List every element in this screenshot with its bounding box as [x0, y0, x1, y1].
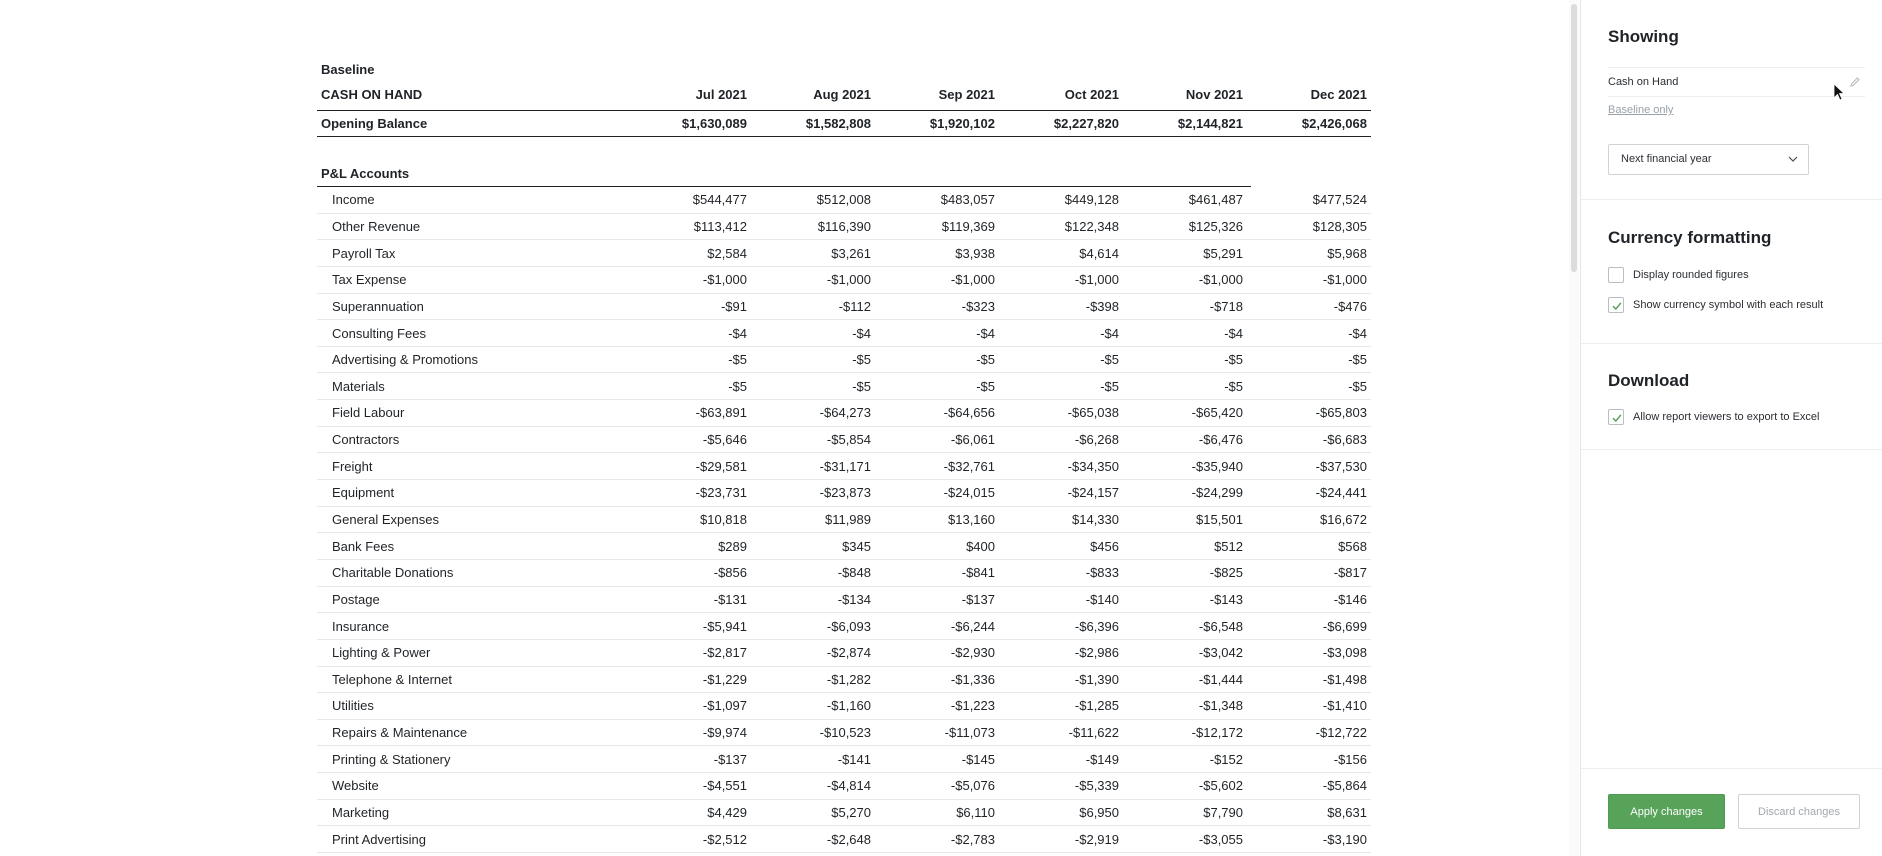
account-label: Freight [317, 453, 627, 480]
account-value: $3,938 [875, 240, 999, 267]
month-header: Dec 2021 [1247, 80, 1371, 110]
account-value: -$1,390 [999, 666, 1123, 693]
account-label: Charitable Donations [317, 559, 627, 586]
account-value: -$5 [751, 373, 875, 400]
account-value: -$3,055 [1123, 826, 1247, 853]
account-value: -$4 [1247, 320, 1371, 347]
account-value: -$11,622 [999, 719, 1123, 746]
account-value: -$323 [875, 293, 999, 320]
table-row [317, 293, 1371, 320]
account-value: -$149 [999, 746, 1123, 773]
account-value: $125,326 [1123, 213, 1247, 240]
account-value: -$1,000 [1123, 266, 1247, 293]
table-row [317, 187, 1371, 214]
baseline-only-link[interactable]: Baseline only [1608, 104, 1674, 116]
account-value: $13,160 [875, 506, 999, 533]
account-label: Other Revenue [317, 213, 627, 240]
account-value: $568 [1247, 533, 1371, 560]
account-value: -$4,814 [751, 773, 875, 800]
month-header: Jul 2021 [627, 80, 751, 110]
account-value: $483,057 [875, 187, 999, 214]
account-value: -$1,223 [875, 693, 999, 720]
account-value: -$5 [1123, 346, 1247, 373]
account-value: $461,487 [1123, 187, 1247, 214]
account-value: -$2,930 [875, 639, 999, 666]
table-row [317, 799, 1371, 826]
table-row [317, 320, 1371, 347]
opening-balance-value: $1,920,102 [875, 110, 999, 136]
account-value: -$24,015 [875, 480, 999, 507]
account-value: -$143 [1123, 586, 1247, 613]
account-value: -$1,229 [627, 666, 751, 693]
account-value: -$11,073 [875, 719, 999, 746]
account-label: General Expenses [317, 506, 627, 533]
account-value: -$65,038 [999, 400, 1123, 427]
account-label: Telephone & Internet [317, 666, 627, 693]
account-value: -$1,285 [999, 693, 1123, 720]
account-value: -$2,783 [875, 826, 999, 853]
opening-balance-value: $2,227,820 [999, 110, 1123, 136]
account-value: $4,614 [999, 240, 1123, 267]
account-label: Repairs & Maintenance [317, 719, 627, 746]
table-row [317, 266, 1371, 293]
account-value: -$23,731 [627, 480, 751, 507]
section-label: Baseline [321, 62, 375, 77]
account-value: -$12,172 [1123, 719, 1247, 746]
account-value: $116,390 [751, 213, 875, 240]
account-value: -$23,873 [751, 480, 875, 507]
showing-field[interactable] [1608, 67, 1865, 97]
account-value: -$5 [627, 373, 751, 400]
account-value: -$6,396 [999, 613, 1123, 640]
account-value: -$1,000 [751, 266, 875, 293]
account-value: $3,261 [751, 240, 875, 267]
account-label: Advertising & Promotions [317, 346, 627, 373]
account-value: -$4 [751, 320, 875, 347]
account-value: $512,008 [751, 187, 875, 214]
table-row [317, 213, 1371, 240]
account-label: Bank Fees [317, 533, 627, 560]
month-header: Oct 2021 [999, 80, 1123, 110]
account-value: -$6,268 [999, 426, 1123, 453]
account-value: $5,291 [1123, 240, 1247, 267]
account-value: -$3,190 [1247, 826, 1371, 853]
account-value: $128,305 [1247, 213, 1371, 240]
account-value: -$4 [999, 320, 1123, 347]
account-label: Printing & Stationery [317, 746, 627, 773]
account-value: $10,818 [627, 506, 751, 533]
account-value: -$12,722 [1247, 719, 1371, 746]
table-row [317, 480, 1371, 507]
account-value: $544,477 [627, 187, 751, 214]
account-value: -$1,000 [627, 266, 751, 293]
table-row [317, 639, 1371, 666]
account-value: -$2,648 [751, 826, 875, 853]
account-value: $449,128 [999, 187, 1123, 214]
table-row [317, 533, 1371, 560]
account-value: -$1,000 [875, 266, 999, 293]
account-value: -$1,336 [875, 666, 999, 693]
table-row [317, 826, 1371, 853]
opening-balance-label: Opening Balance [317, 110, 627, 136]
account-value: -$137 [875, 586, 999, 613]
account-value: -$65,420 [1123, 400, 1247, 427]
account-value: -$3,098 [1247, 639, 1371, 666]
account-value: $477,524 [1247, 187, 1371, 214]
account-value: -$29,581 [627, 453, 751, 480]
account-value: -$112 [751, 293, 875, 320]
account-value: $456 [999, 533, 1123, 560]
account-value: -$137 [627, 746, 751, 773]
apply-changes-button[interactable]: Apply changes [1608, 794, 1725, 829]
account-value: -$1,410 [1247, 693, 1371, 720]
chevron-down-icon [1788, 155, 1798, 163]
account-value: -$5 [1123, 373, 1247, 400]
opening-balance-value: $1,630,089 [627, 110, 751, 136]
account-value: -$32,761 [875, 453, 999, 480]
account-value: -$6,548 [1123, 613, 1247, 640]
account-value: -$63,891 [627, 400, 751, 427]
account-value: -$1,097 [627, 693, 751, 720]
account-value: -$6,683 [1247, 426, 1371, 453]
account-value: $2,584 [627, 240, 751, 267]
account-value: -$64,273 [751, 400, 875, 427]
account-value: -$141 [751, 746, 875, 773]
account-value: -$817 [1247, 559, 1371, 586]
table-row [317, 373, 1371, 400]
account-label: Field Labour [317, 400, 627, 427]
account-value: -$9,974 [627, 719, 751, 746]
table-row [317, 693, 1371, 720]
account-value: $122,348 [999, 213, 1123, 240]
account-value: -$5,076 [875, 773, 999, 800]
account-value: -$5 [875, 346, 999, 373]
pencil-icon[interactable] [1849, 76, 1861, 88]
table-row [317, 400, 1371, 427]
opening-balance-value: $2,144,821 [1123, 110, 1247, 136]
account-value: -$841 [875, 559, 999, 586]
account-value: -$5 [875, 373, 999, 400]
account-value: -$476 [1247, 293, 1371, 320]
download-heading: Download [1608, 371, 1690, 390]
account-value: $400 [875, 533, 999, 560]
account-value: -$24,299 [1123, 480, 1247, 507]
header-label: CASH ON HAND [317, 80, 627, 110]
account-value: -$856 [627, 559, 751, 586]
account-value: -$10,523 [751, 719, 875, 746]
account-label: Income [317, 187, 627, 214]
download-section [1581, 344, 1882, 450]
account-value: -$5,854 [751, 426, 875, 453]
period-dropdown[interactable] [1608, 144, 1809, 175]
account-value: $8,631 [1247, 799, 1371, 826]
account-value: -$2,512 [627, 826, 751, 853]
table-row [317, 773, 1371, 800]
account-value: -$1,348 [1123, 693, 1247, 720]
opening-balance-row [317, 110, 1371, 136]
account-value: -$1,498 [1247, 666, 1371, 693]
account-label: Consulting Fees [317, 320, 627, 347]
account-value: -$156 [1247, 746, 1371, 773]
currency-symbol-label: Show currency symbol with each result [1633, 299, 1824, 311]
table-row [317, 240, 1371, 267]
header-row [317, 80, 1371, 110]
account-value: -$833 [999, 559, 1123, 586]
account-value: -$146 [1247, 586, 1371, 613]
table-row [317, 746, 1371, 773]
account-value: -$5 [999, 346, 1123, 373]
discard-changes-button[interactable]: Discard changes [1738, 794, 1860, 829]
account-value: -$134 [751, 586, 875, 613]
account-value: -$140 [999, 586, 1123, 613]
account-value: $7,790 [1123, 799, 1247, 826]
table-row [317, 453, 1371, 480]
account-value: -$4 [875, 320, 999, 347]
account-value: -$145 [875, 746, 999, 773]
cash-table [317, 80, 1371, 137]
account-label: Lighting & Power [317, 639, 627, 666]
account-value: -$64,656 [875, 400, 999, 427]
account-value: -$65,803 [1247, 400, 1371, 427]
settings-panel [1580, 0, 1882, 856]
account-value: -$2,874 [751, 639, 875, 666]
account-value: -$24,157 [999, 480, 1123, 507]
period-dropdown-value: Next financial year [1621, 153, 1712, 165]
account-label: Marketing [317, 799, 627, 826]
vertical-scrollbar[interactable] [1569, 0, 1579, 856]
rounded-figures-option[interactable] [1608, 267, 1749, 283]
account-value: -$4,551 [627, 773, 751, 800]
account-value: $11,989 [751, 506, 875, 533]
mouse-cursor-icon [1833, 83, 1845, 101]
account-value: -$5 [751, 346, 875, 373]
account-value: -$34,350 [999, 453, 1123, 480]
currency-symbol-checkbox[interactable] [1608, 297, 1624, 313]
account-value: -$6,061 [875, 426, 999, 453]
account-value: -$6,699 [1247, 613, 1371, 640]
account-value: $15,501 [1123, 506, 1247, 533]
account-value: -$1,000 [999, 266, 1123, 293]
account-label: Tax Expense [317, 266, 627, 293]
account-label: Superannuation [317, 293, 627, 320]
account-value: -$24,441 [1247, 480, 1371, 507]
account-value: -$1,160 [751, 693, 875, 720]
currency-heading: Currency formatting [1608, 228, 1772, 247]
table-row [317, 346, 1371, 373]
opening-balance-value: $2,426,068 [1247, 110, 1371, 136]
account-value: -$6,476 [1123, 426, 1247, 453]
account-value: $345 [751, 533, 875, 560]
pl-accounts-table [317, 187, 1371, 854]
account-value: -$91 [627, 293, 751, 320]
table-row [317, 719, 1371, 746]
account-label: Contractors [317, 426, 627, 453]
opening-balance-value: $1,582,808 [751, 110, 875, 136]
account-value: $5,968 [1247, 240, 1371, 267]
account-value: $4,429 [627, 799, 751, 826]
account-value: -$152 [1123, 746, 1247, 773]
rounded-figures-checkbox[interactable] [1608, 267, 1624, 283]
export-excel-label: Allow report viewers to export to Excel [1633, 411, 1820, 423]
account-label: Utilities [317, 693, 627, 720]
table-row [317, 426, 1371, 453]
account-value: -$398 [999, 293, 1123, 320]
account-value: -$5,864 [1247, 773, 1371, 800]
account-value: -$5,602 [1123, 773, 1247, 800]
account-value: -$2,817 [627, 639, 751, 666]
account-value: -$5 [1247, 373, 1371, 400]
account-value: -$2,919 [999, 826, 1123, 853]
account-value: $512 [1123, 533, 1247, 560]
month-header: Aug 2021 [751, 80, 875, 110]
account-value: -$31,171 [751, 453, 875, 480]
table-row [317, 586, 1371, 613]
scrollbar-thumb[interactable] [1571, 4, 1577, 272]
currency-section [1581, 200, 1882, 344]
currency-symbol-option[interactable] [1608, 297, 1823, 313]
panel-footer [1581, 768, 1882, 856]
account-value: -$848 [751, 559, 875, 586]
account-value: -$4 [1123, 320, 1247, 347]
account-label: Print Advertising [317, 826, 627, 853]
account-value: $5,270 [751, 799, 875, 826]
account-value: -$825 [1123, 559, 1247, 586]
account-value: -$5 [999, 373, 1123, 400]
account-value: -$6,093 [751, 613, 875, 640]
account-value: $113,412 [627, 213, 751, 240]
account-value: $6,950 [999, 799, 1123, 826]
account-value: $6,110 [875, 799, 999, 826]
account-label: Insurance [317, 613, 627, 640]
account-value: $289 [627, 533, 751, 560]
pl-accounts-body [317, 187, 1371, 853]
export-excel-checkbox[interactable] [1608, 409, 1624, 425]
account-value: -$5,646 [627, 426, 751, 453]
account-value: -$1,000 [1247, 266, 1371, 293]
account-value: -$6,244 [875, 613, 999, 640]
month-header: Sep 2021 [875, 80, 999, 110]
section-spacer [317, 137, 1251, 161]
account-value: -$718 [1123, 293, 1247, 320]
account-value: -$5 [627, 346, 751, 373]
account-value: -$5,941 [627, 613, 751, 640]
account-label: Postage [317, 586, 627, 613]
rounded-figures-label: Display rounded figures [1633, 269, 1749, 281]
pl-accounts-heading: P&L Accounts [317, 161, 1251, 187]
table-row [317, 666, 1371, 693]
account-value: -$131 [627, 586, 751, 613]
account-label: Website [317, 773, 627, 800]
export-excel-option[interactable] [1608, 409, 1819, 425]
account-value: -$5 [1247, 346, 1371, 373]
report-table-container [317, 62, 1367, 853]
account-value: -$1,444 [1123, 666, 1247, 693]
account-label: Materials [317, 373, 627, 400]
showing-field-value: Cash on Hand [1608, 76, 1679, 88]
table-row [317, 559, 1371, 586]
account-value: $16,672 [1247, 506, 1371, 533]
account-value: -$3,042 [1123, 639, 1247, 666]
account-value: -$5,339 [999, 773, 1123, 800]
showing-heading: Showing [1608, 27, 1679, 46]
month-header: Nov 2021 [1123, 80, 1247, 110]
account-value: $14,330 [999, 506, 1123, 533]
account-value: -$2,986 [999, 639, 1123, 666]
account-label: Equipment [317, 480, 627, 507]
account-value: -$1,282 [751, 666, 875, 693]
account-value: -$4 [627, 320, 751, 347]
table-row [317, 613, 1371, 640]
account-label: Payroll Tax [317, 240, 627, 267]
account-value: -$37,530 [1247, 453, 1371, 480]
account-value: -$35,940 [1123, 453, 1247, 480]
account-value: $119,369 [875, 213, 999, 240]
table-row [317, 506, 1371, 533]
